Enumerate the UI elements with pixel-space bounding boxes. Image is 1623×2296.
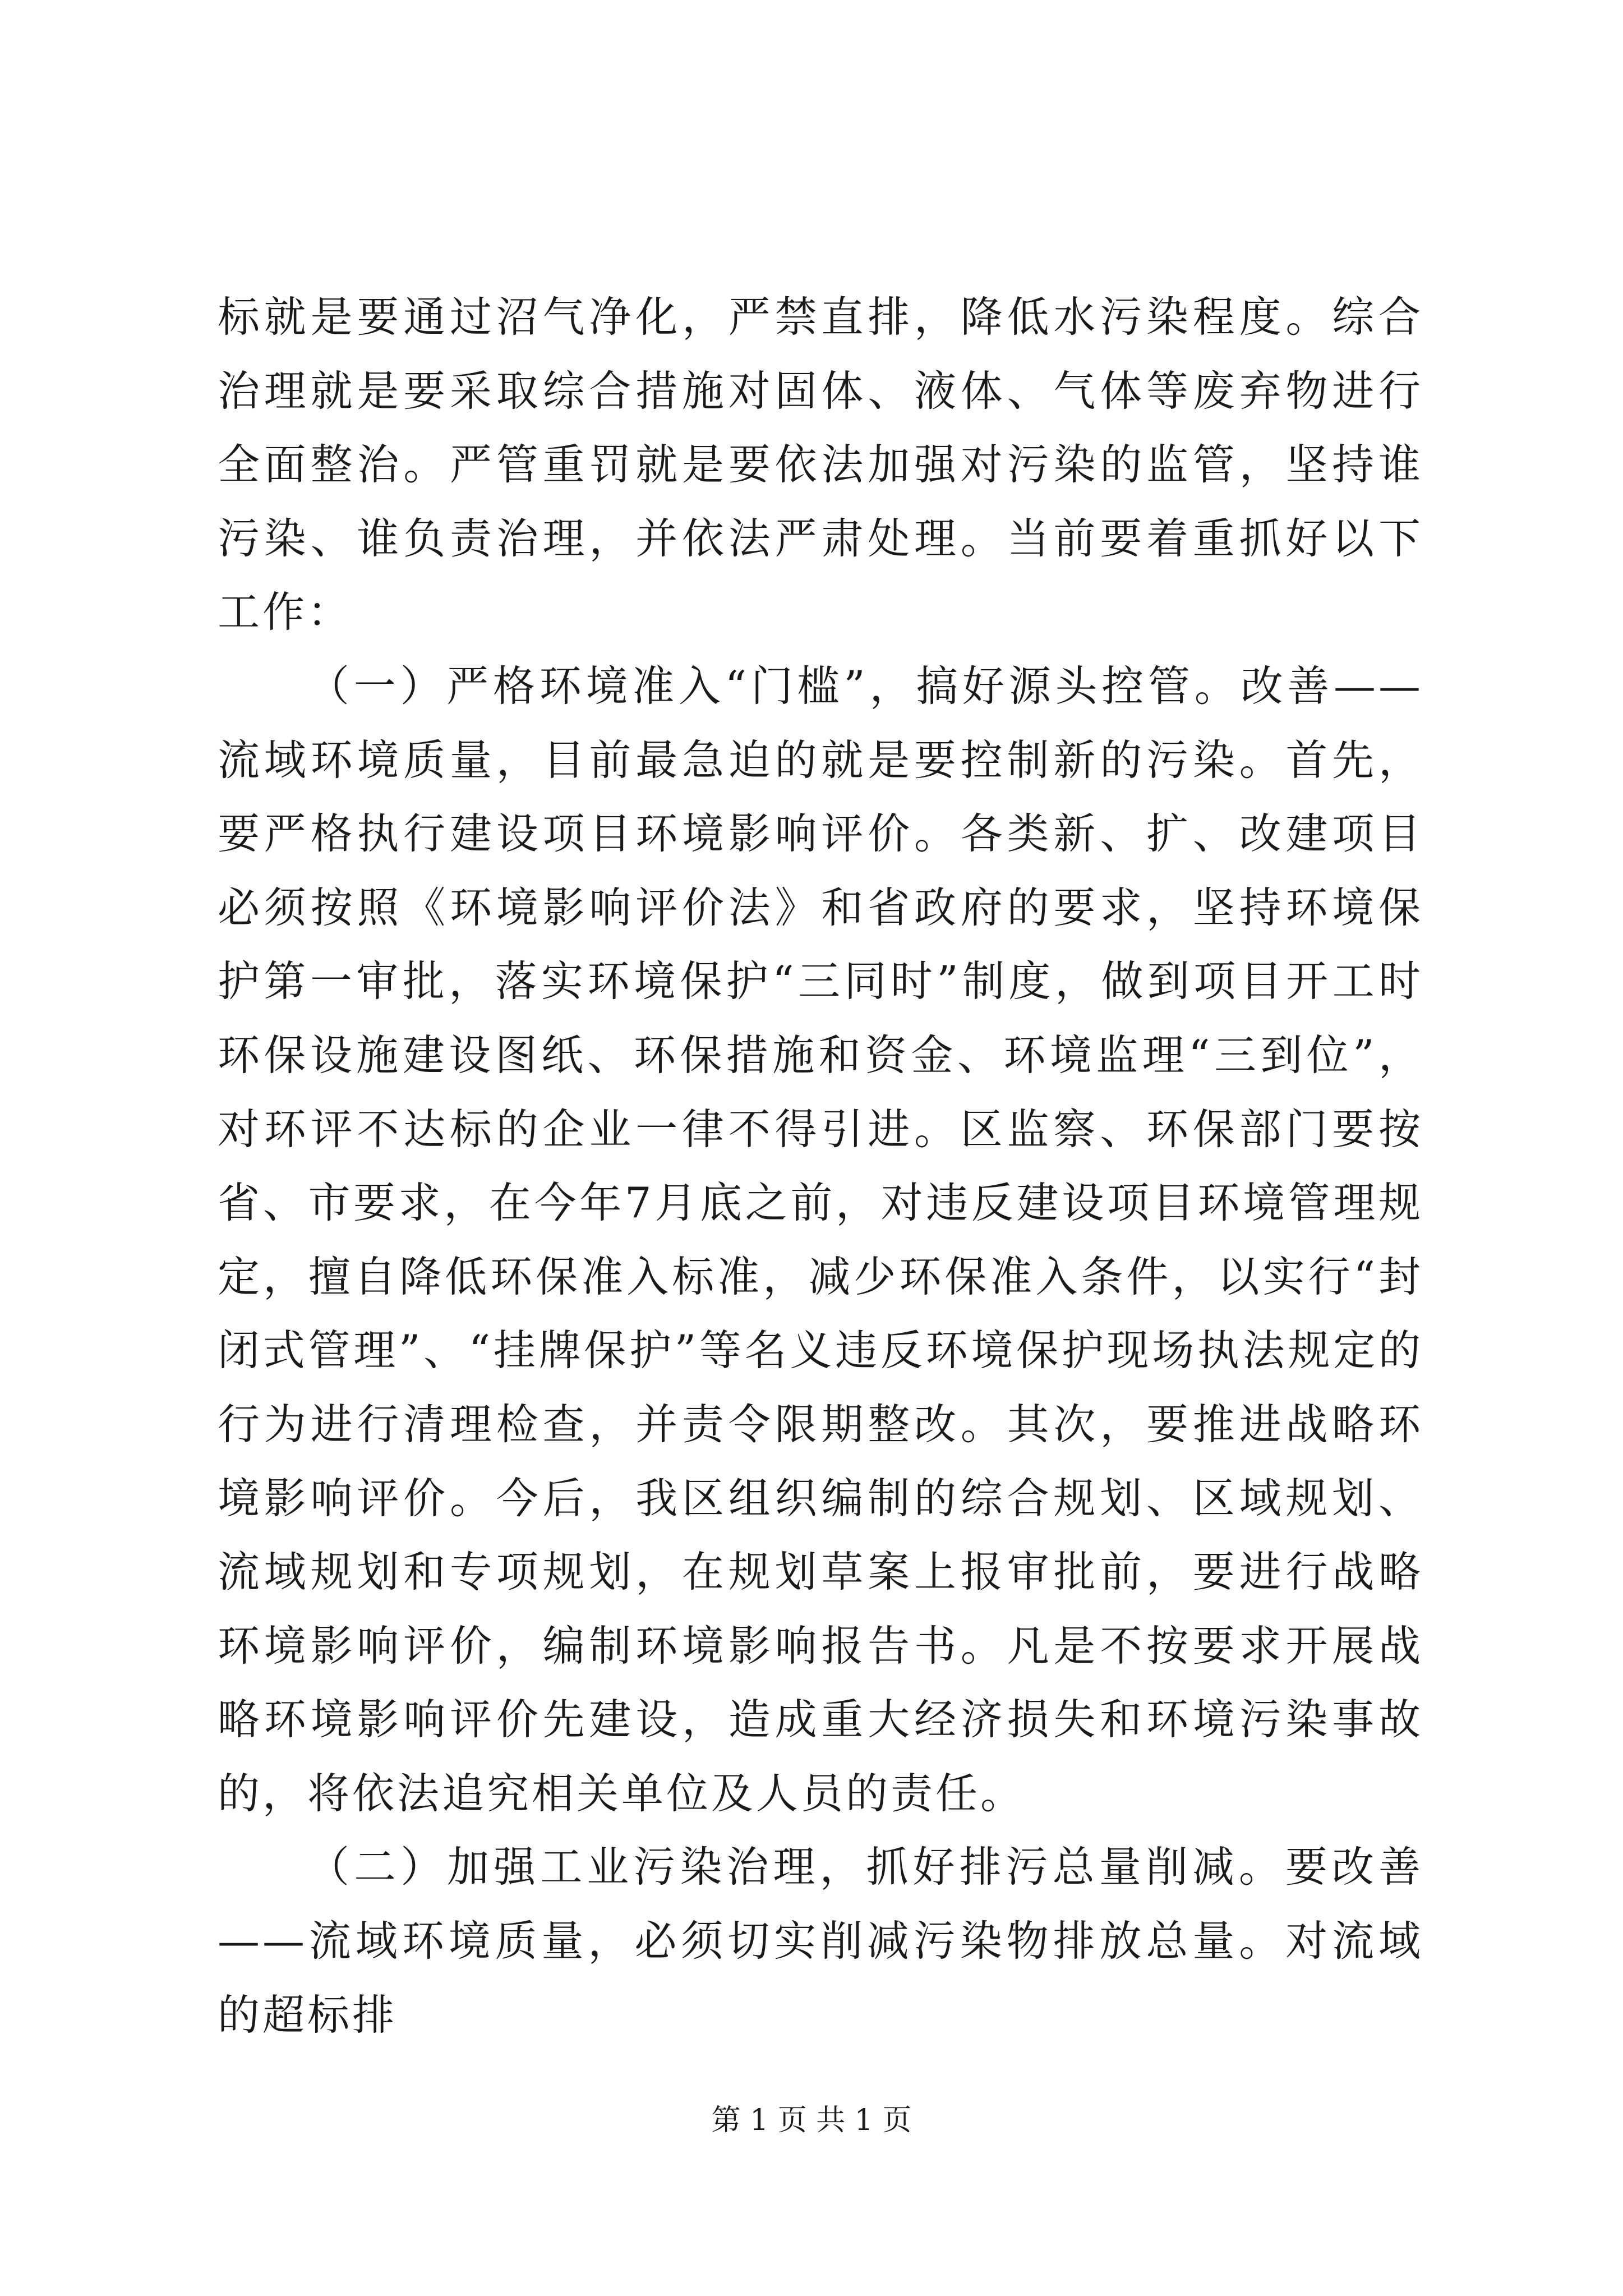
page-number-label: 第 1 页 共 1 页: [711, 2104, 912, 2137]
paragraph-continuation: 标就是要通过沼气净化，严禁直排，降低水污染程度。综合治理就是要采取综合措施对固体、液体、气体等废弃物进行全面整治。严管重罚就是要依法加强对污染的监管，坚持谁污染、谁负责治理，并依法严肃处理。当前要着重抓好以下工作：: [218, 292, 1423, 637]
document-body: [218, 280, 1423, 2052]
paragraph-section-one: （一）严格环境准入“门槛”，搞好源头控管。改善——流域环境质量，目前最急迫的就是要控制新的污染。首先，要严格执行建设项目环境影响评价。各类新、扩、改建项目必须按照《环境影响评价法》和省政府的要求，坚持环境保护第一审批，落实环境保护“三同时”制度，做到项目开工时环保设施建设图纸、环保措施和资金、环境监理“三到位”，对环评不达标的企业一律不得引进。区监察、环保部门要按省、市要求，在今年7月底之前，对违反建设项目环境管理规定，擅自降低环保准入标准，减少环保准入条件，以实行“封闭式管理”、“挂牌保护”等名义违反环境保护现场执法规定的行为进行清理检查，并责令限期整改。其次，要推进战略环境影响评价。今后，我区组织编制的综合规划、区域规划、流域规划和专项规划，在规划草案上报审批前，要进行战略环境影响评价，编制环境影响报告书。凡是不按要求开展战略环境影响评价先建设，造成重大经济损失和环境污染事故的，将依法追究相关单位及人员的责任。: [218, 661, 1423, 1818]
paragraph-section-two: （二）加强工业污染治理，抓好排污总量削减。要改善——流域环境质量，必须切实削减污染物排放总量。对流域的超标排: [218, 1842, 1423, 2040]
page-footer: [0, 2104, 1623, 2137]
